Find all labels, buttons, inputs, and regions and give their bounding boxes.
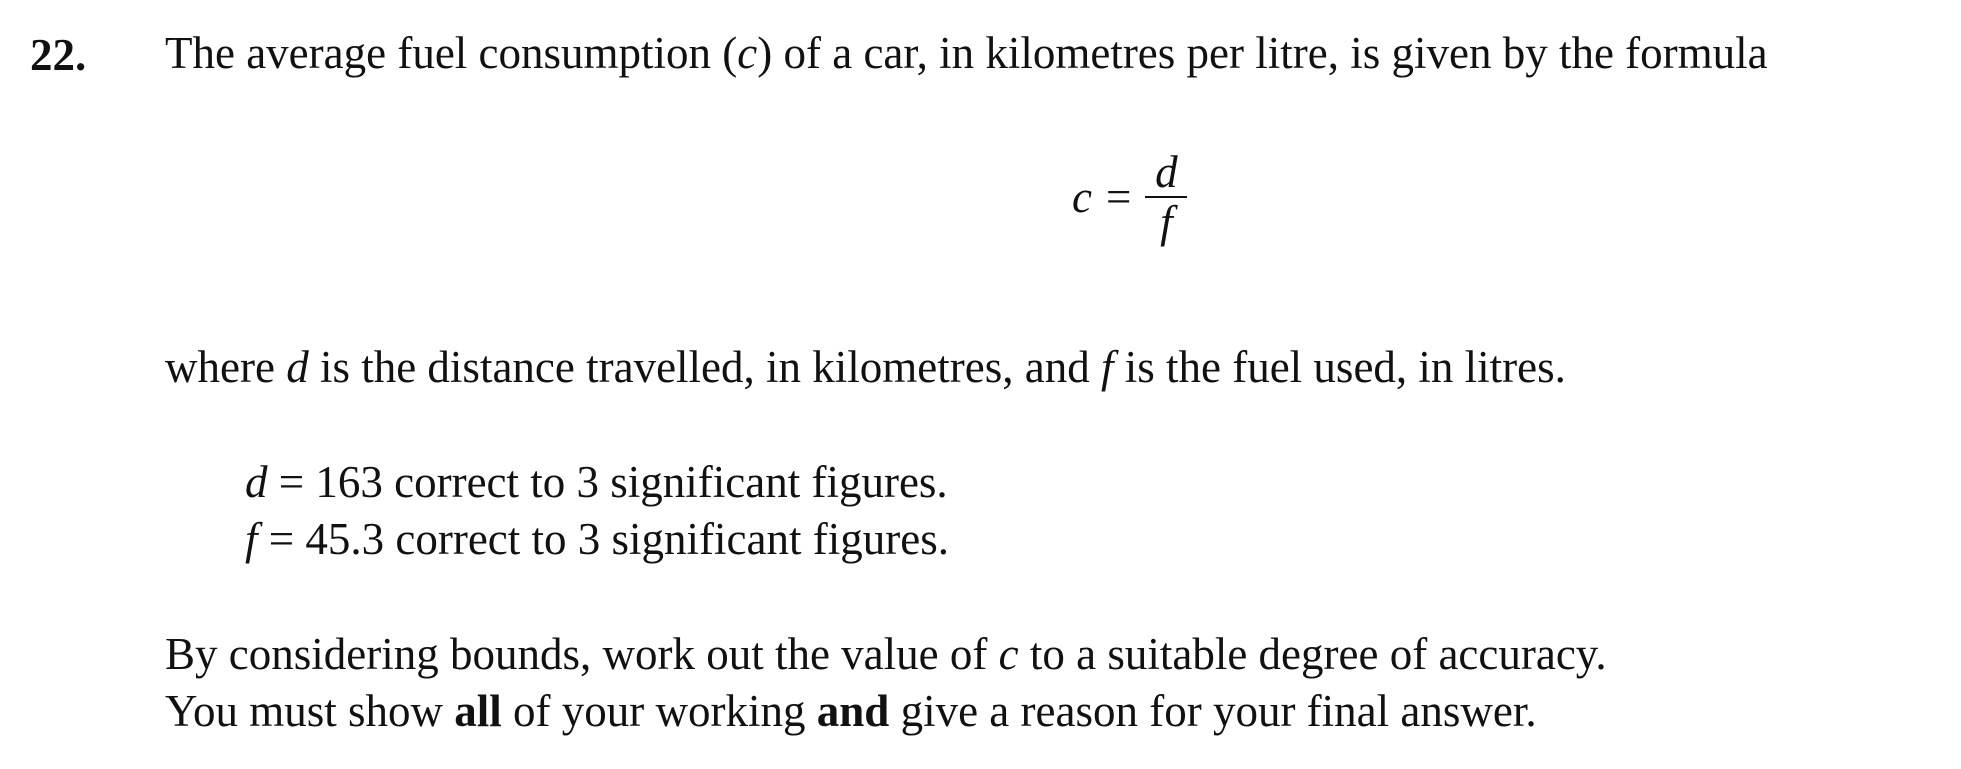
task-text-2e: give a reason for your final answer. <box>889 686 1537 736</box>
where-variable-d: d <box>286 342 309 392</box>
task-text-2a: You must show <box>165 686 455 736</box>
formula-denominator: f <box>1160 197 1173 247</box>
task-variable-c: c <box>998 629 1019 679</box>
intro-variable-c: c <box>737 28 758 78</box>
question-number: 22. <box>30 30 87 80</box>
variable-definitions <box>165 340 1566 394</box>
value-variable-f: f <box>245 514 258 564</box>
formula <box>1072 148 1187 246</box>
formula-equals: = <box>1105 172 1132 222</box>
value-text-d: = 163 correct to 3 significant figures. <box>267 457 948 507</box>
intro-text-end: ) of a car, in kilometres per litre, is given by the formula <box>757 28 1768 78</box>
task-bold-and: and <box>816 686 890 736</box>
value-text-f: = 45.3 correct to 3 significant figures. <box>257 514 949 564</box>
formula-numerator: d <box>1155 147 1178 197</box>
task-text-2c: of your working <box>501 686 817 736</box>
value-line-d <box>245 455 948 509</box>
task-text-1a: By considering bounds, work out the value of <box>165 629 999 679</box>
task-text-1b: to a suitable degree of accuracy. <box>1018 629 1607 679</box>
value-variable-d: d <box>245 457 268 507</box>
where-variable-f: f <box>1100 342 1114 392</box>
task-line-2 <box>165 684 1537 738</box>
where-text-3: is the fuel used, in litres. <box>1113 342 1566 392</box>
formula-lhs: c <box>1072 172 1092 222</box>
task-line-1 <box>165 627 1607 681</box>
where-text-1: where <box>165 342 287 392</box>
task-bold-all: all <box>454 686 502 736</box>
question-intro <box>165 26 1768 80</box>
intro-text-start: The average fuel consumption ( <box>165 28 738 78</box>
formula-fraction <box>1145 148 1187 246</box>
where-text-2: is the distance travelled, in kilometres, and <box>308 342 1101 392</box>
value-line-f <box>245 512 949 566</box>
